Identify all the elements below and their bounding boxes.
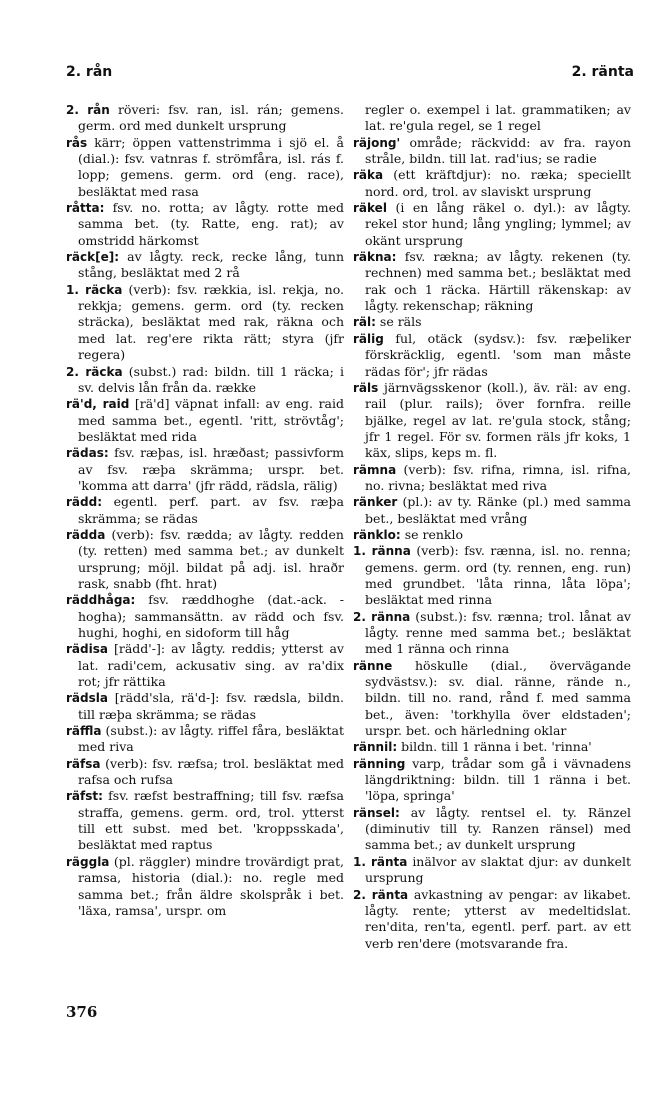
entry-headword: ränsel: [353,805,400,820]
header-right-guideword: 2. ränta [571,64,634,80]
entry-headword: räggla [66,854,110,869]
entry-headword: rädas: [66,446,109,461]
dictionary-entry [353,167,631,200]
entry-headword: rä'd, raid [66,397,130,412]
entry-definition: ful, otäck (sydsv.): fsv. ræþeliker förskräcklig, egentl. 'som man måste rädas för'; jfr rädas [365,330,631,379]
entry-headword: rås [66,135,88,150]
entry-definition: regler o. exempel i lat. grammatiken; av lat. re'gula regel, se 1 regel [365,102,631,134]
page-number: 376 [66,1003,98,1021]
dictionary-entry [66,690,344,723]
dictionary-entry [353,314,631,330]
entry-headword: 2. ränna [353,609,411,624]
entry-headword: ränne [353,658,393,673]
entry-headword: rädd: [66,495,102,510]
dictionary-entry [66,756,344,789]
entry-headword: rädisa [66,642,108,657]
entry-headword: räjong' [353,135,401,150]
dictionary-entry [66,396,344,445]
dictionary-entry [353,887,631,952]
entry-definition: bildn. till 1 ränna i bet. 'rinna' [401,739,592,755]
entry-headword: räl: [353,315,376,330]
entry-headword: rännil: [353,740,398,755]
dictionary-entry [353,527,631,543]
entry-definition: (i en lång räkel o. dyl.): av lågty. rekel stor hund; lång yngling; lymmel; av okänt ursprung [365,200,631,248]
entry-definition: (verb): fsv. rifna, rimna, isl. rifna, no. rivna; besläktat med riva [365,461,631,493]
entry-headword: räkel [353,201,387,216]
entry-definition: avkastning av pengar: av likabet. lågty. rente; ytterst av medeltidslat. ren'dita, ren'ta, egentl. perf. part. av ett verb ren'dere (motsvarande fra. [365,886,631,951]
dictionary-entry [66,364,344,397]
entry-definition: fsv. ræþas, isl. hræðast; passivform av fsv. ræþa skrämma; urspr. bet. 'komma att darra' (jfr rädd, rädsla, rälig) [78,445,344,493]
entry-definition: höskulle (dial., övervägande sydvästsv.): sv. dial. ränne, rände n., bildn. till no. rand, rånd f. med samma bet., även: 'torkhylla över eldstaden'; urspr. bet. och härledning oklar [365,657,631,739]
dictionary-entry [66,200,344,249]
entry-definition: av lågty. rentsel el. ty. Ränzel (diminutiv till ty. Ranzen ränsel) med samma bet.; av dunkelt ursprung [365,804,631,853]
header-left-guideword: 2. rån [66,64,113,80]
dictionary-entry [353,854,631,887]
entry-definition: egentl. perf. part. av fsv. ræþa skrämma; se rädas [78,494,344,526]
entry-headword: ränning [353,756,406,771]
dictionary-entry [66,102,344,135]
entry-definition: område; räckvidd: av fra. rayon stråle, bildn. till lat. rad'ius; se radie [365,134,631,167]
entry-definition: (verb): fsv. rækkia, isl. rekja, no. rekkja; gemens. germ. ord (ty. recken sträcka), besläktat med rak, räkna och med lat. reg'ere rikta rätt; styra (jfr regera) [78,281,344,363]
entry-headword: rädsla [66,691,108,706]
dictionary-entry [353,462,631,495]
entry-definition: fsv. ræfst bestraffning; till fsv. ræfsa straffa, gemens. germ. ord, trol. ytterst till ett subst. med bet. 'kroppsskada', besläktat med raptus [78,788,344,853]
dictionary-entry [353,331,631,380]
running-header [66,64,634,84]
entry-definition: av lågty. reck, recke lång, tunn stång, besläktat med 2 rå [78,249,344,281]
entry-definition: se räls [379,314,422,330]
entry-headword: räkna: [353,250,397,265]
dictionary-entry [353,200,631,249]
left-column [66,102,344,919]
dictionary-entry [353,494,631,527]
dictionary-entry [66,641,344,690]
dictionary-entry [66,135,344,200]
entry-definition: se renklo [404,526,463,542]
entry-headword: rälig [353,331,384,346]
entry-definition: (subst.): fsv. rænna; trol. lånat av lågty. renne med samma bet.; besläktat med 1 ränna och rinna [365,608,631,657]
entry-headword: räffla [66,724,102,739]
dictionary-entry [353,543,631,608]
right-column [353,102,631,952]
entry-definition: [rädd'sla, rä'd-]: fsv. rædsla, bildn. till ræþa skrämma; se rädas [78,690,344,722]
dictionary-entry [353,609,631,658]
entry-definition: fsv. ræddhoghe (dat.-ack. -hogha); sammansättn. av rädd och fsv. hughi, hoghi, en sidoform till håg [78,592,344,640]
dictionary-entry [353,102,631,135]
dictionary-entry [353,739,631,755]
dictionary-entry [66,854,344,919]
dictionary-entry [353,756,631,805]
entry-headword: 1. ränta [353,854,408,869]
dictionary-entry [66,282,344,364]
entry-definition: (pl. räggler) mindre trovärdigt prat, ramsa, historia (dial.): no. regle med samma bet.; från äldre skolspråk i bet. 'läxa, ramsa', urspr. om [78,853,344,918]
entry-definition: röveri: fsv. ran, isl. rán; gemens. germ. ord med dunkelt ursprung [78,102,344,134]
dictionary-entry [66,592,344,641]
dictionary-entry [66,527,344,592]
entry-headword: räddhåga: [66,593,136,608]
entry-definition: fsv. no. rotta; av lågty. rotte med samma bet. (ty. Ratte, eng. rat); av omstridd härkomst [78,200,344,248]
entry-headword: ränker [353,495,398,510]
entry-headword: 1. räcka [66,282,123,297]
entry-definition: (subst.): av lågty. riffel fåra, besläktat med riva [78,723,344,755]
dictionary-entry [353,805,631,854]
entry-definition: [rädd'-]: av lågty. reddis; ytterst av lat. radi'cem, ackusativ sing. av ra'dix rot; jfr rättika [78,641,344,690]
dictionary-entry [353,380,631,462]
entry-headword: räka [353,168,384,183]
dictionary-entry [66,494,344,527]
entry-headword: 1. ränna [353,544,411,559]
dictionary-entry [66,788,344,853]
entry-definition: kärr; öppen vattenstrimma i sjö el. å (dial.): fsv. vatnras f. strömfåra, isl. rás f. lopp; gemens. germ. ord (eng. race), besläktat med rasa [78,134,344,199]
entry-definition: (verb): fsv. ræfsa; trol. besläktat med rafsa och rufsa [78,755,344,788]
entry-headword: räfst: [66,789,103,804]
entry-definition: [rä'd] väpnat infall: av eng. raid med samma bet., egentl. 'ritt, strövtåg'; besläktat med rida [78,396,344,444]
entry-definition: varp, trådar som gå i vävnadens längdriktning: bildn. till 1 ränna i bet. 'löpa, springa' [365,755,631,804]
dictionary-entry [66,723,344,756]
entry-definition: fsv. rækna; av lågty. rekenen (ty. rechnen) med samma bet.; besläktat med rak och 1 räcka. Härtill räkenskap: av lågty. rekenschap; räkning [365,249,631,314]
dictionary-entry [353,135,631,168]
dictionary-entry [66,445,344,494]
entry-headword: råtta: [66,201,105,216]
entry-definition: (pl.): av ty. Ränke (pl.) med samma bet., besläktat med vrång [365,494,631,526]
dictionary-entry [353,249,631,314]
dictionary-entry [353,658,631,740]
entry-headword: 2. räcka [66,364,123,379]
entry-definition: (verb): fsv. rædda; av lågty. redden (ty. retten) med samma bet.; av dunkelt ursprung; möjl. bildat på adj. isl. hraðr rask, snabb (fht. hrat) [78,526,344,591]
entry-headword: 2. rån [66,103,110,117]
entry-definition: (ett kräftdjur): no. ræka; speciellt nord. ord, trol. av slaviskt ursprung [365,167,631,199]
entry-headword: räfsa [66,756,101,771]
entry-headword: 2. ränta [353,887,409,902]
entry-headword: räck[e]: [66,250,120,265]
entry-headword: rädda [66,527,106,542]
entry-headword: räls [353,380,379,395]
entry-headword: ränklo: [353,527,401,542]
entry-definition: järnvägsskenor (koll.), äv. räl: av eng. rail (plur. rails); över fornfra. reille bjälke, regel av lat. re'gula stock, stång; jfr 1 regel. För sv. formen räls jfr koks, 1 käx, slips, keps m. fl. [365,379,631,461]
entry-headword: rämna [353,462,397,477]
dictionary-entry [66,249,344,282]
entry-definition: (subst.) rad: bildn. till 1 räcka; i sv. delvis lån från da. række [78,363,344,395]
entry-definition: inälvor av slaktat djur: av dunkelt ursprung [365,853,632,886]
entry-definition: (verb): fsv. rænna, isl. no. renna; gemens. germ. ord (ty. rennen, eng. run) med grundbet. 'låta rinna, låta löpa'; besläktat med rinna [365,543,631,608]
